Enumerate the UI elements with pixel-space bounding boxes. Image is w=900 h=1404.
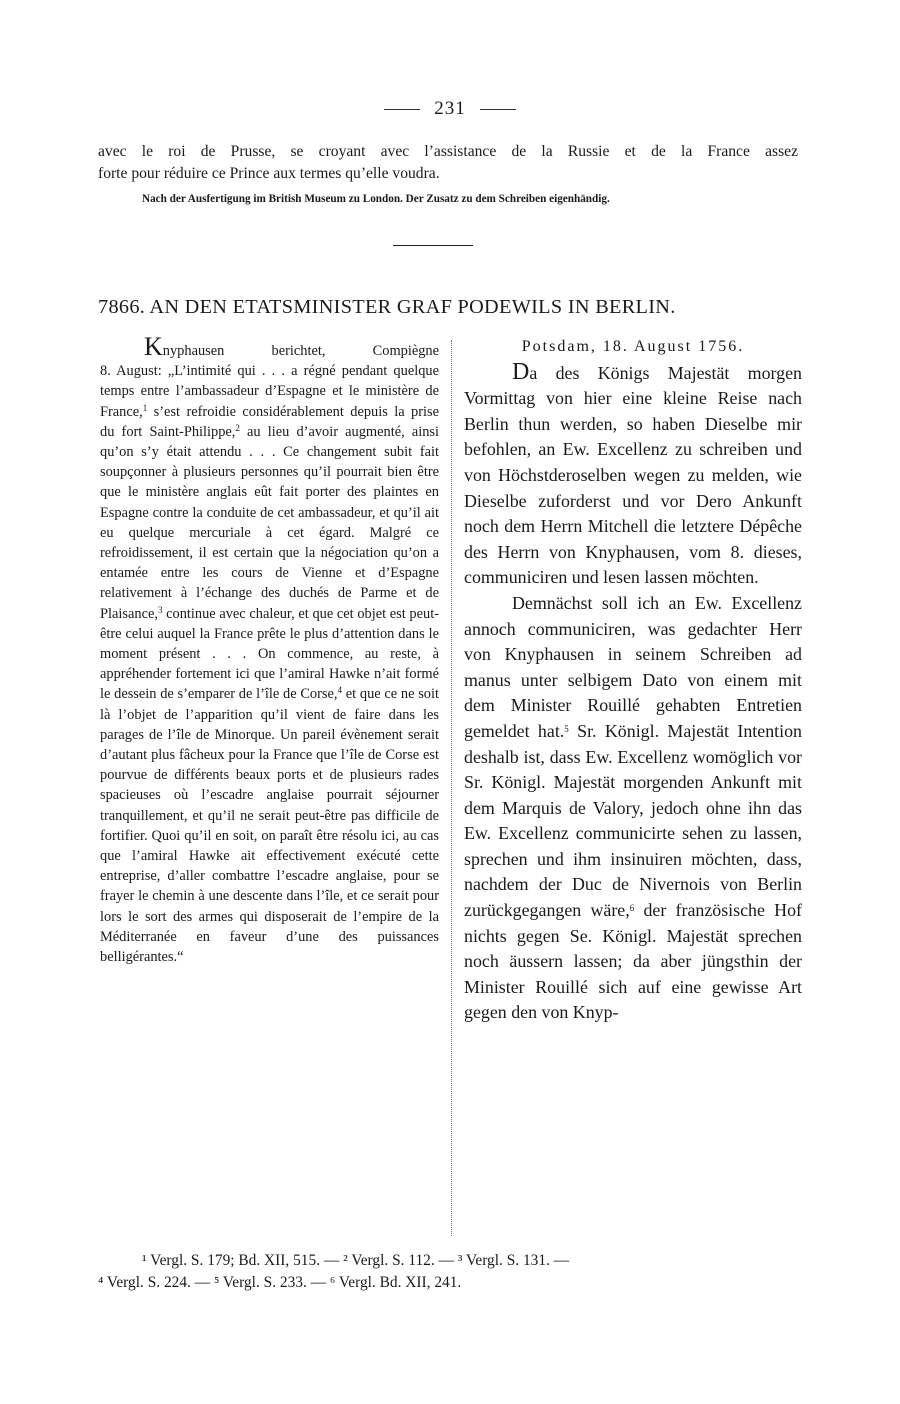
right-column-letter — [464, 334, 802, 1026]
letter-text-2c: der französische Hof nichts gegen Se. Königl. Majestät sprechen noch äussern lassen; da aber jüngsthin der Minister Rouillé sich auf eine gewisse Art gegen den von Knyp- — [464, 900, 802, 1023]
footnote-line-1: ¹ Vergl. S. 179; Bd. XII, 515. — ² Vergl. S. 112. — ³ Vergl. S. 131. — — [142, 1252, 570, 1269]
footnotes — [98, 1250, 808, 1294]
page-number: 231 — [434, 98, 466, 119]
footnote-ref-4: 4 — [337, 685, 343, 696]
source-note: Nach der Ausfertigung im British Museum zu London. Der Zusatz zu dem Schreiben eigenhändig. — [142, 193, 610, 205]
header-dash-right — [480, 109, 516, 110]
footnote-ref-3: 3 — [157, 604, 163, 615]
left-text-5: et que ce ne soit là l’objet de l’apparition qu’il vient de faire dans les parages de l’île de Minorque. Un pareil évènement serait d’autant plus fâcheux pour la France que l’île de Corse est pourvue de différents beaux ports et de plusieurs rades spacieuses où l’escadre anglaise pourrait séjourner tranquillement, et qu’il ne serait peut-être pas difficile de fortifier. Quoi qu’il en soit, on paraît être résolu ici, au cas que l’amiral Hawke ait effectivement exécuté cette entreprise, d’aller combattre l’escadre anglaise, pour se frayer le chemin à une descente dans l’île, et ce serait pour lors le sort des armes qui disposerait de l’empire de la Méditerranée en faveur d’une des puissances belligérantes.“ — [100, 686, 439, 966]
footnote-ref-1: 1 — [142, 402, 148, 413]
left-text-1: 8. August: „L’intimité qui . . . a régné pendant quelque temps entre l’ambassadeur d’Espagne et le ministère de France, — [100, 363, 439, 420]
footnote-ref-6: 6 — [629, 903, 635, 914]
left-text-2: s’est refroidie considérablement depuis la prise du fort Saint-Philippe, — [100, 403, 439, 440]
section-divider — [393, 245, 473, 246]
intro-paragraph — [98, 141, 798, 185]
footnote-line-2: ⁴ Vergl. S. 224. — ⁵ Vergl. S. 233. — ⁶ Vergl. Bd. XII, 241. — [98, 1274, 462, 1291]
header-dash-left — [384, 109, 420, 110]
footnote-ref-2: 2 — [235, 422, 240, 433]
left-first-line-text: nyphausen berichtet, Compiègne — [162, 343, 439, 359]
column-divider — [451, 340, 452, 1236]
letter-paragraph-2 — [464, 591, 802, 1026]
letter-text-2b: Sr. Königl. Majestät Intention deshalb ist, dass Ew. Excellenz womöglich vor Sr. Königl. Majestät morgenden Ankunft mit dem Marquis de Valory, jedoch ohne ihn das Ew. Excellenz communicirte sehen zu lassen, sprechen und ihm insinuiren möchten, dass, nachdem der Duc de Nivernois von Berlin zurückgegangen wäre, — [464, 720, 802, 921]
footnote-ref-5: 5 — [564, 723, 569, 734]
left-text-3: au lieu d’avoir augmenté, ainsi qu’on s’y était attendu . . . Ce changement subit fait soupçonner à plusieurs personnes qu’il pourrait bien être que le ministère anglais eût fait porter des plaintes en Espagne contre la conduite de cet ambassadeur, et qu’il ait eu quelque mercuriale à cet égard. Malgré ce refroidissement, il est certain que la négociation qu’on a entamée entre les cours de Vienne et d’Espagne relativement à l’échange des duchés de Parme et de Plaisance, — [100, 423, 440, 622]
right-dropcap: D — [512, 358, 530, 385]
letter-paragraph-1 — [464, 360, 802, 591]
left-dropcap: K — [144, 332, 163, 361]
left-column-summary — [100, 332, 440, 967]
left-text-4: continue avec chaleur, et que cet objet est peut-être celui auquel la France prête le plus d’attention dans le moment présent . . . On commence, au reste, à appréhender fortement ici que l’amiral Hawke n’ait formé le dessein de s’emparer de l’île de Corse, — [100, 605, 439, 703]
intro-line-1: avec le roi de Prusse, se croyant avec l’assistance de la Russie et de la France assez — [98, 143, 798, 160]
letter-paragraph-1-text: a des Königs Majestät morgen Vormittag von hier eine kleine Reise nach Berlin thun werden, so haben Dieselbe mir befohlen, an Ew. Excellenz zu schreiben und von Höchstderoselben wegen zu melden, wie Dieselbe zuforderst und vor Dero Ankunft noch dem Herrn Mitchell die letztere Dépêche des Herrn von Knyphausen, vom 8. dieses, communiciren und lesen lassen möchten. — [464, 362, 802, 588]
dateline: Potsdam, 18. August 1756. — [521, 338, 745, 355]
intro-line-2: forte pour réduire ce Prince aux termes qu’elle voudra. — [98, 165, 440, 182]
page-header — [0, 98, 900, 120]
left-first-line — [100, 332, 439, 361]
letter-text-2a: Demnächst soll ich an Ew. Excellenz annoch communiciren, was gedachter Herr von Knyphausen in seinem Schreiben ad manus unter selbigem Dato von einem mit dem Minister Rouillé gehabten Entretien gemeldet hat. — [464, 592, 802, 741]
document-title: 7866. AN DEN ETATSMINISTER GRAF PODEWILS IN BERLIN. — [98, 296, 676, 318]
